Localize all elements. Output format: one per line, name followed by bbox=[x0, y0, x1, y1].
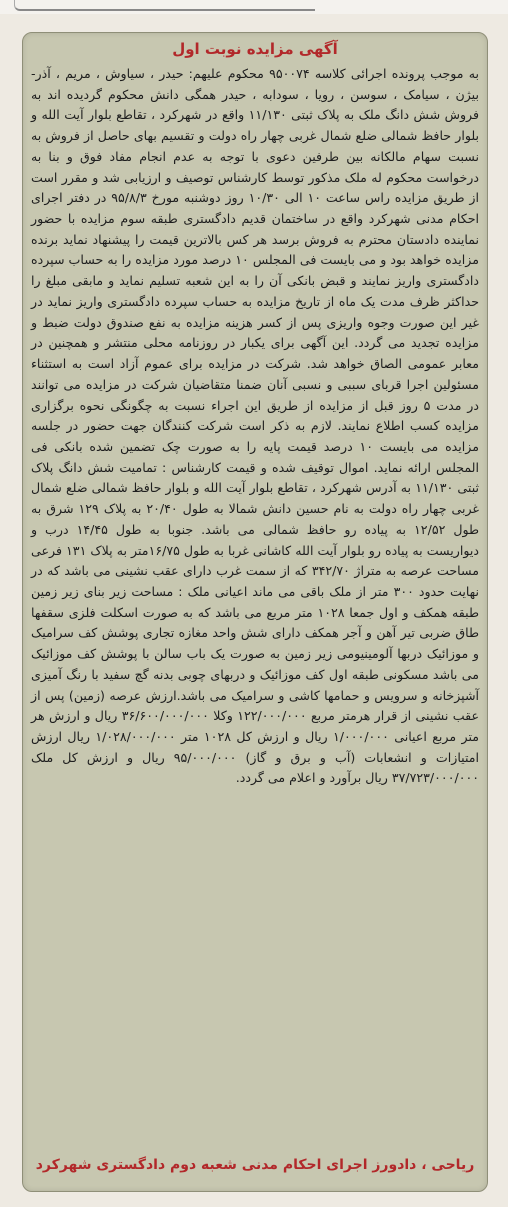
notice-body: به موجب پرونده اجرائی کلاسه ۹۵۰۰۷۴ محکوم علیهم: حیدر ، سیاوش ، مریم ، آذر- بیژن ، سیامک ، سوسن ، رویا ، سودابه ، حیدر همگی دانش محکوم گردیده اند به فروش شش دانگ ملک به پلاک ثبتی ۱۱/۱۳۰ واقع در شهرکرد ، تقاطع بلوار آیت الله و بلوار حافظ شمالی ضلع شمال غربی چهار راه دولت و تقسیم بهای حاصل از فروش به نسبت سهام مالکانه بین طرفین دعوی با توجه به عدم انجام مفاد فوق و بنا به درخواست محکوم له ملک مذکور توسط کارشناس توصیف و ارزیابی شد و مقرر است از طریق مزایده راس ساعت ۱۰ الی ۱۰/۳۰ روز دوشنبه مورخ ۹۵/۸/۳ در دفتر اجرای احکام مدنی شهرکرد واقع در ساختمان قدیم دادگستری طبقه سوم مزایده با حضور نماینده دادستان محترم به فروش برسد هر کس بالاترین قیمت را پیشنهاد نماید برنده مزایده خواهد بود و می بایست فی المجلس ۱۰ درصد مورد مزایده را به حساب سپرده دادگستری واریز نمایند و قبض بانکی آن را به این شعبه تسلیم نماید و مابقی مبلغ را حداکثر ظرف مدت یک ماه از تاریخ مزایده به حساب سپرده دادگستری واریز نماید در غیر این صورت وجوه واریزی پس از کسر هزینه مزایده به نفع صندوق دولت ضبط و مزایده تجدید می گردد. این آگهی برای یکبار در روزنامه محلی منتشر و همچنین در معابر عمومی الصاق خواهد شد. شرکت در مزایده برای عموم آزاد است به استثناء مسئولین اجرا قربای سببی و نسبی آنان ضمنا متقاضیان شرکت در مزایده می توانند در مدت ۵ روز قبل از مزایده از طریق این اجراء نسبت به چگونگی نحوه برگزاری مزایده کسب اطلاع نمایند. لازم به ذکر است شرکت کنندگان جهت حضور در جلسه مزایده می بایست ۱۰ درصد قیمت پایه را به صورت چک تضمین شده بانکی فی المجلس ارائه نماید. اموال توقیف شده و قیمت کارشناس : تمامیت شش دانگ پلاک ثبتی ۱۱/۱۳۰ به آدرس شهرکرد ، تقاطع بلوار آیت الله و بلوار حافظ شمالی ضلع شمال غربی چهار راه دولت به نام حسین دانش شمالا به طول ۲۰/۴۰ به پلاک ۱۲۹ شرق به طول ۱۲/۵۲ به پیاده رو حافظ شمالی می باشد. جنوبا به طول ۱۴/۴۵ درب و دیواریست به پیاده رو بلوار آیت الله کاشانی غربا به طول ۱۶/۷۵متر به پلاک ۱۳۱ فرعی مساحت عرصه به متراژ ۳۴۲/۷۰ که از سمت غرب دارای عقب نشینی می باشد که در نهایت حدود ۳۰۰ متر از ملک باقی می ماند اعیانی ملک : مساحت زیر بنای زیر زمین طبقه همکف و اول جمعا ۱۰۲۸ متر مربع می باشد که به صورت اسکلت فلزی سقفها طاق ضربی تیر آهن و آجر همکف دارای شش واحد مغازه تجاری پوشش کف سرامیک و موزائیک دربها آلومینیومی زیر زمین به صورت یک باب سالن با پوشش کف موزائیک می باشد مسکونی طبقه اول کف موزائیک و دربهای چوبی بدنه گچ سفید با رنگ آمیزی آشپزخانه و سرویس و حمامها کاشی و سرامیک می باشد.ارزش عرصه (زمین) پس از عقب نشینی از قرار هرمتر مربع ۱۲۲/۰۰۰/۰۰۰ وکلا ۳۶/۶۰۰/۰۰۰/۰۰۰ ریال و ارزش هر متر مربع اعیانی ۱/۰۰۰/۰۰۰ ریال و ارزش کل ۱۰۲۸ متر ۱/۰۲۸/۰۰۰/۰۰۰ ریال ارزش امتیازات و انشعابات (آب و برق و گاز) ۹۵/۰۰۰/۰۰۰ ریال و ارزش کل ملک ۳۷/۷۲۳/۰۰۰/۰۰۰ ریال برآورد و اعلام می گردد. bbox=[31, 66, 480, 786]
notice-title: آگهی مزایده نوبت اول bbox=[172, 40, 338, 58]
auction-notice-panel bbox=[22, 32, 488, 1192]
previous-ad-border bbox=[14, 0, 315, 11]
notice-signature: ریاحی ، دادورز اجرای احکام مدنی شعبه دوم دادگستری شهرکرد bbox=[35, 1157, 475, 1173]
